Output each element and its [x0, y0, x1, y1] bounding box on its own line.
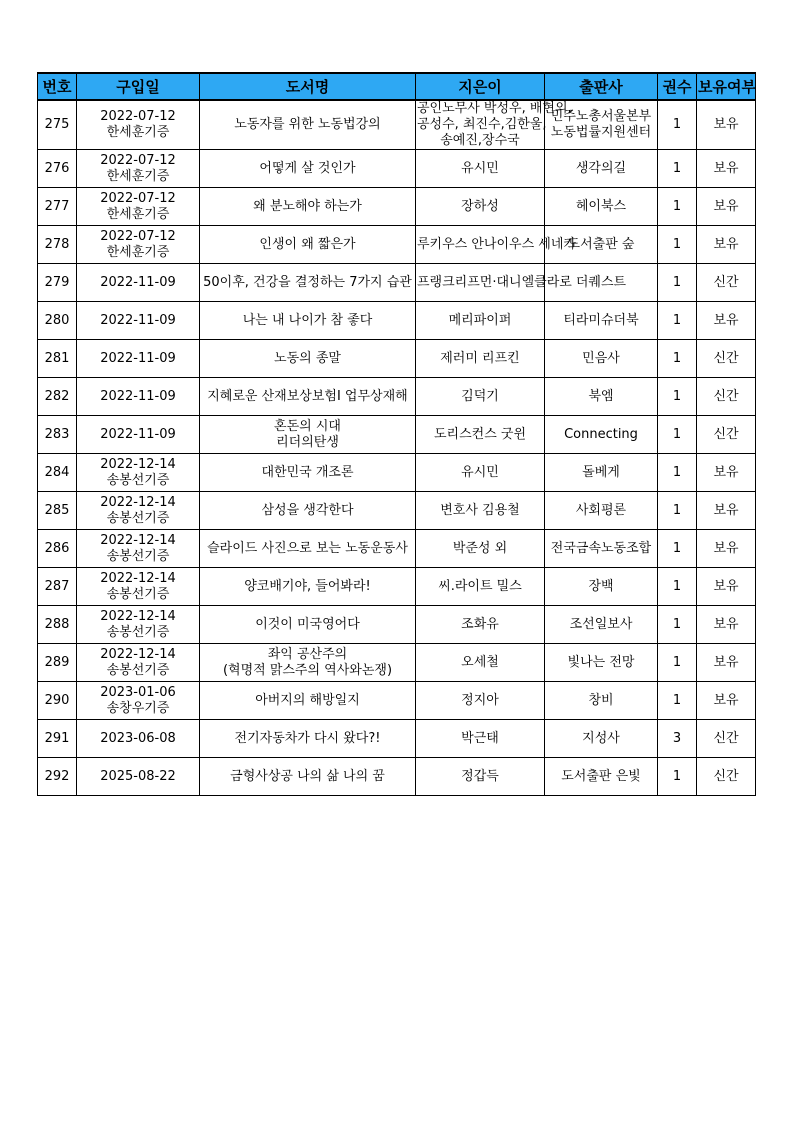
- cell-publisher: [545, 682, 658, 720]
- cell-status: 신간: [697, 378, 756, 416]
- cell-title: [200, 188, 416, 226]
- cell-status: 보유: [697, 454, 756, 492]
- cell-title-line: 어떻게 살 것인가: [259, 160, 356, 176]
- table-row: [38, 416, 756, 454]
- cell-no: 275: [38, 100, 77, 150]
- cell-publisher: [545, 378, 658, 416]
- cell-status: 보유: [697, 682, 756, 720]
- cell-date: [77, 150, 200, 188]
- cell-author-line: 조화유: [461, 616, 499, 632]
- cell-publisher-line: 생각의길: [575, 160, 627, 176]
- cell-no: 283: [38, 416, 77, 454]
- cell-author-line: 메리파이퍼: [448, 312, 512, 328]
- cell-publisher-line: 도서출판 숲: [567, 236, 635, 252]
- cell-status: 보유: [697, 530, 756, 568]
- cell-status: 신간: [697, 758, 756, 796]
- cell-title: [200, 302, 416, 340]
- cell-date: [77, 720, 200, 758]
- cell-author-line: 오세철: [461, 654, 499, 670]
- cell-publisher: [545, 606, 658, 644]
- cell-date-line: 2023-01-06: [100, 684, 176, 700]
- cell-title-line: 왜 분노해야 하는가: [253, 198, 362, 214]
- cell-author: [416, 606, 545, 644]
- table-row: [38, 150, 756, 188]
- header-title: 도서명: [200, 73, 416, 100]
- cell-no: 280: [38, 302, 77, 340]
- cell-status: 보유: [697, 568, 756, 606]
- cell-date: [77, 264, 200, 302]
- cell-publisher-line: 창비: [588, 692, 614, 708]
- cell-author: [416, 454, 545, 492]
- cell-qty: 1: [658, 188, 697, 226]
- header-row: [38, 73, 756, 100]
- cell-date: [77, 492, 200, 530]
- cell-date-line: 2022-11-09: [100, 426, 176, 442]
- cell-author-line: 김덕기: [461, 388, 499, 404]
- cell-publisher-line: 더퀘스트: [575, 274, 627, 290]
- cell-date-line: 2022-12-14: [100, 456, 176, 472]
- table-row: [38, 454, 756, 492]
- cell-status: 신간: [697, 416, 756, 454]
- cell-qty: 1: [658, 340, 697, 378]
- cell-publisher: [545, 454, 658, 492]
- cell-title-line: 인생이 왜 짧은가: [259, 236, 356, 252]
- cell-author: [416, 682, 545, 720]
- cell-date-line: 2022-07-12: [100, 152, 176, 168]
- table-row: [38, 188, 756, 226]
- cell-date-line: 2023-06-08: [100, 730, 176, 746]
- cell-status: 보유: [697, 606, 756, 644]
- cell-date-line: 2025-08-22: [100, 768, 176, 784]
- book-table: [37, 72, 756, 796]
- cell-date-line: 송봉선기증: [106, 586, 170, 602]
- cell-title-line: 지혜로운 산재보상보험Ⅰ 업무상재해: [207, 388, 408, 404]
- cell-qty: 3: [658, 720, 697, 758]
- cell-date-line: 2022-11-09: [100, 274, 176, 290]
- cell-title-line: (혁명적 맑스주의 역사와논쟁): [222, 662, 393, 678]
- cell-title: [200, 492, 416, 530]
- cell-author-line: 공성수, 최진수,김한울,: [417, 117, 547, 132]
- cell-publisher-line: 민주노총서울본부: [550, 109, 652, 124]
- cell-date-line: 2022-11-09: [100, 388, 176, 404]
- cell-author-line: 박근태: [461, 730, 499, 746]
- cell-title: [200, 720, 416, 758]
- cell-author: [416, 264, 572, 302]
- cell-author: [416, 416, 545, 454]
- cell-qty: 1: [658, 100, 697, 150]
- cell-publisher: [545, 188, 658, 226]
- cell-no: 288: [38, 606, 77, 644]
- cell-qty: 1: [658, 492, 697, 530]
- cell-publisher: [545, 720, 658, 758]
- table-row: [38, 340, 756, 378]
- cell-no: 289: [38, 644, 77, 682]
- cell-title-line: 대한민국 개조론: [261, 464, 354, 480]
- cell-date-line: 한세훈기증: [106, 206, 170, 222]
- cell-publisher: [545, 150, 658, 188]
- cell-author-line: 프랭크리프먼·대니엘클라로: [417, 274, 572, 290]
- table-row: [38, 758, 756, 796]
- cell-status: 보유: [697, 644, 756, 682]
- cell-author: [416, 340, 545, 378]
- cell-title-line: 전기자동차가 다시 왔다?!: [234, 730, 381, 746]
- cell-author: [416, 492, 545, 530]
- cell-author: [416, 226, 576, 264]
- cell-qty: 1: [658, 302, 697, 340]
- cell-date-line: 2022-07-12: [100, 190, 176, 206]
- cell-status: 보유: [697, 302, 756, 340]
- cell-qty: 1: [658, 606, 697, 644]
- cell-no: 292: [38, 758, 77, 796]
- cell-author-line: 루키우스 안나이우스 세네카: [417, 236, 576, 252]
- table-row: [38, 606, 756, 644]
- cell-date: [77, 226, 200, 264]
- cell-publisher-line: 돌베게: [582, 464, 620, 480]
- cell-qty: 1: [658, 644, 697, 682]
- cell-date-line: 송창우기증: [106, 700, 170, 716]
- cell-author-line: 공인노무사 박성우, 배현의,: [417, 101, 572, 116]
- table-body: [38, 100, 756, 796]
- cell-qty: 1: [658, 378, 697, 416]
- cell-date-line: 2022-07-12: [100, 109, 176, 124]
- cell-publisher: [545, 530, 658, 568]
- cell-no: 277: [38, 188, 77, 226]
- cell-date: [77, 454, 200, 492]
- cell-date-line: 2022-07-12: [100, 228, 176, 244]
- cell-publisher-line: 전국금속노동조합: [550, 540, 652, 556]
- cell-date: [77, 188, 200, 226]
- table-row: [38, 378, 756, 416]
- cell-title-line: 이것이 미국영어다: [255, 616, 360, 632]
- cell-date-line: 송봉선기증: [106, 548, 170, 564]
- cell-date-line: 한세훈기증: [106, 244, 170, 260]
- cell-no: 281: [38, 340, 77, 378]
- cell-date: [77, 644, 200, 682]
- cell-author: [416, 150, 545, 188]
- cell-status: 보유: [697, 150, 756, 188]
- cell-title: [200, 454, 416, 492]
- cell-date: [77, 530, 200, 568]
- cell-status: 보유: [697, 100, 756, 150]
- header-status: 보유여부: [697, 73, 756, 100]
- cell-publisher-line: 노동법률지원센터: [550, 125, 652, 140]
- cell-publisher-line: 북엠: [588, 388, 614, 404]
- cell-date-line: 한세훈기증: [106, 168, 170, 184]
- cell-title: [200, 264, 416, 302]
- table-row: [38, 264, 756, 302]
- cell-author-line: 변호사 김용철: [440, 502, 520, 518]
- cell-qty: 1: [658, 758, 697, 796]
- cell-author-line: 정지아: [461, 692, 499, 708]
- cell-title: [200, 568, 416, 606]
- cell-date-line: 2022-12-14: [100, 532, 176, 548]
- cell-no: 285: [38, 492, 77, 530]
- cell-title-line: 좌익 공산주의: [267, 646, 348, 662]
- cell-title: [200, 682, 416, 720]
- table-row: [38, 682, 756, 720]
- cell-publisher-line: 민음사: [582, 350, 620, 366]
- cell-author-line: 유시민: [461, 160, 499, 176]
- cell-qty: 1: [658, 682, 697, 720]
- cell-title-line: 금형사상공 나의 삶 나의 꿈: [230, 768, 385, 784]
- cell-publisher-line: 장백: [588, 578, 614, 594]
- cell-author: [416, 302, 545, 340]
- cell-publisher: [545, 340, 658, 378]
- cell-author-line: 유시민: [461, 464, 499, 480]
- cell-title: [200, 150, 416, 188]
- cell-publisher-line: 지성사: [582, 730, 620, 746]
- cell-title: [200, 758, 416, 796]
- cell-qty: 1: [658, 226, 697, 264]
- cell-title-line: 나는 내 나이가 참 좋다: [242, 312, 373, 328]
- header-no: 번호: [38, 73, 77, 100]
- cell-title-line: 슬라이드 사진으로 보는 노동운동사: [207, 540, 408, 556]
- header-author: 지은이: [416, 73, 545, 100]
- cell-title: [200, 416, 416, 454]
- cell-author-line: 장하성: [461, 198, 499, 214]
- cell-author: [416, 568, 545, 606]
- cell-no: 278: [38, 226, 77, 264]
- cell-no: 290: [38, 682, 77, 720]
- cell-date-line: 2022-12-14: [100, 646, 176, 662]
- cell-no: 276: [38, 150, 77, 188]
- cell-status: 보유: [697, 226, 756, 264]
- cell-title-line: 노동의 종말: [274, 350, 341, 366]
- cell-title: [200, 530, 416, 568]
- table-row: [38, 492, 756, 530]
- cell-date: [77, 568, 200, 606]
- cell-date-line: 한세훈기증: [106, 125, 170, 140]
- header-qty: 권수: [658, 73, 697, 100]
- cell-date-line: 송봉선기증: [106, 510, 170, 526]
- table-row: [38, 644, 756, 682]
- cell-author-line: 정갑득: [461, 768, 499, 784]
- cell-status: 신간: [697, 264, 756, 302]
- cell-publisher: [545, 644, 658, 682]
- table-row: [38, 568, 756, 606]
- cell-date: [77, 340, 200, 378]
- cell-title: [200, 340, 416, 378]
- cell-no: 287: [38, 568, 77, 606]
- cell-publisher-line: 도서출판 은빛: [561, 768, 641, 784]
- cell-date-line: 2022-12-14: [100, 608, 176, 624]
- cell-publisher-line: 티라미슈더북: [563, 312, 639, 328]
- cell-title: [200, 378, 416, 416]
- cell-title-line: 아버지의 해방일지: [255, 692, 360, 708]
- cell-date: [77, 758, 200, 796]
- cell-publisher: [545, 758, 658, 796]
- cell-qty: 1: [658, 264, 697, 302]
- cell-title-line: 50이후, 건강을 결정하는 7가지 습관: [203, 274, 412, 290]
- cell-date-line: 송봉선기증: [106, 662, 170, 678]
- header-date: 구입일: [77, 73, 200, 100]
- cell-qty: 1: [658, 416, 697, 454]
- cell-date-line: 송봉선기증: [106, 472, 170, 488]
- cell-date: [77, 302, 200, 340]
- cell-publisher: [545, 302, 658, 340]
- cell-title-line: 혼돈의 시대: [274, 418, 341, 434]
- cell-date: [77, 682, 200, 720]
- cell-date-line: 2022-12-14: [100, 570, 176, 586]
- cell-qty: 1: [658, 530, 697, 568]
- cell-author: [416, 758, 545, 796]
- cell-no: 282: [38, 378, 77, 416]
- cell-status: 보유: [697, 188, 756, 226]
- cell-title-line: 삼성을 생각한다: [261, 502, 354, 518]
- cell-no: 284: [38, 454, 77, 492]
- cell-author: [416, 720, 545, 758]
- cell-author-line: 박준성 외: [452, 540, 508, 556]
- cell-title: [200, 644, 416, 682]
- cell-status: 보유: [697, 492, 756, 530]
- table-row: [38, 100, 756, 150]
- cell-publisher: [545, 492, 658, 530]
- table-row: [38, 302, 756, 340]
- cell-author-line: 제러미 리프킨: [440, 350, 520, 366]
- cell-no: 291: [38, 720, 77, 758]
- table-row: [38, 530, 756, 568]
- cell-date: [77, 606, 200, 644]
- cell-author: [416, 530, 545, 568]
- cell-author: [416, 100, 572, 150]
- cell-date-line: 송봉선기증: [106, 624, 170, 640]
- cell-title: [200, 100, 416, 150]
- cell-date-line: 2022-12-14: [100, 494, 176, 510]
- cell-title: [200, 226, 416, 264]
- cell-publisher-line: 사회평론: [575, 502, 627, 518]
- cell-title-line: 양코배기야, 들어봐라!: [244, 578, 371, 594]
- cell-author-line: 씨.라이트 밀스: [438, 578, 522, 594]
- cell-date: [77, 100, 200, 150]
- cell-date-line: 2022-11-09: [100, 350, 176, 366]
- cell-status: 신간: [697, 340, 756, 378]
- cell-publisher-line: 빛나는 전망: [567, 654, 635, 670]
- cell-publisher-line: 헤이북스: [575, 198, 627, 214]
- cell-date: [77, 378, 200, 416]
- cell-publisher: [545, 416, 658, 454]
- cell-title-line: 노동자를 위한 노동법강의: [234, 117, 381, 132]
- cell-publisher-line: Connecting: [564, 426, 638, 442]
- cell-publisher: [545, 568, 658, 606]
- cell-date-line: 2022-11-09: [100, 312, 176, 328]
- cell-author: [416, 188, 545, 226]
- header-publisher: 출판사: [545, 73, 658, 100]
- cell-author-line: 송예진,장수국: [440, 133, 520, 148]
- cell-author: [416, 644, 545, 682]
- cell-status: 신간: [697, 720, 756, 758]
- cell-author: [416, 378, 545, 416]
- cell-author-line: 도리스컨스 굿윈: [433, 426, 527, 442]
- cell-publisher-line: 조선일보사: [569, 616, 633, 632]
- table-row: [38, 226, 756, 264]
- cell-date: [77, 416, 200, 454]
- cell-no: 286: [38, 530, 77, 568]
- cell-no: 279: [38, 264, 77, 302]
- table-row: [38, 720, 756, 758]
- cell-qty: 1: [658, 150, 697, 188]
- cell-qty: 1: [658, 454, 697, 492]
- cell-title-line: 리더의탄생: [276, 434, 339, 450]
- cell-qty: 1: [658, 568, 697, 606]
- cell-title: [200, 606, 416, 644]
